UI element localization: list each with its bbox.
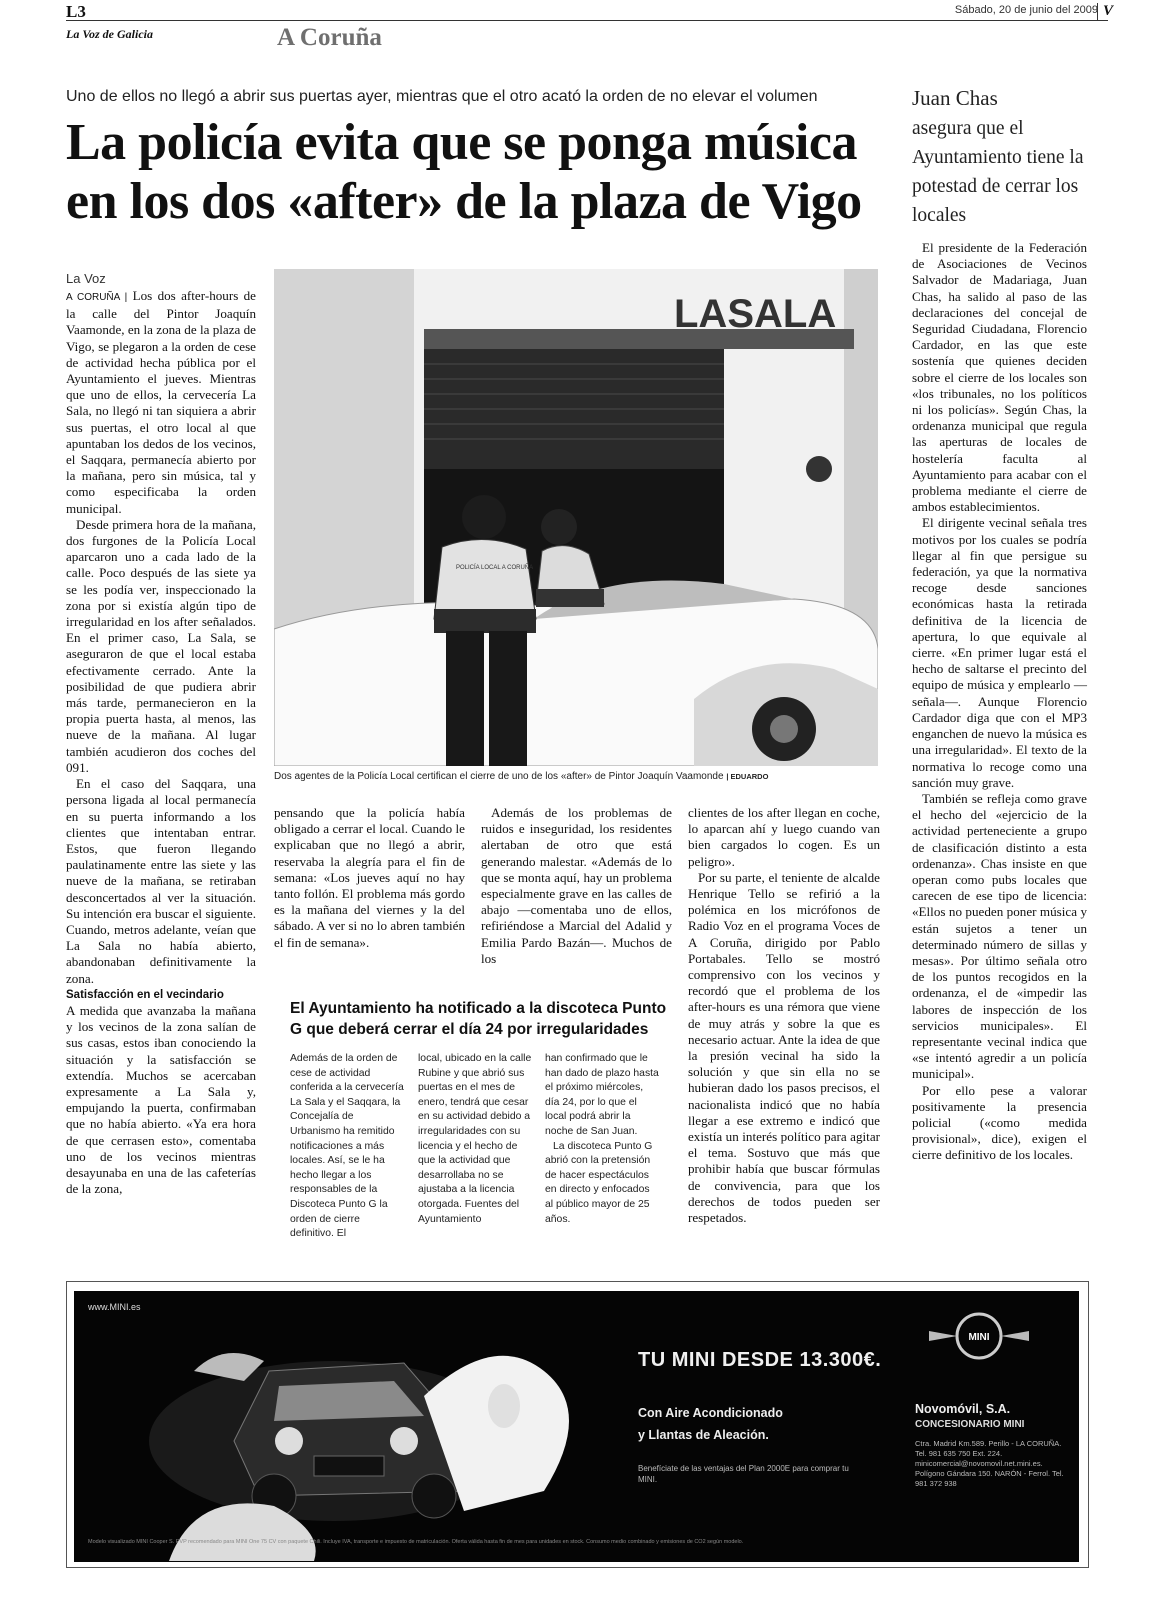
- article-column-1: [66, 288, 256, 1197]
- paragraph: Desde primera hora de la mañana, dos furgones de la Policía Local aparcaron uno a cada lado de la calle. Poco después de las siete ya se les podía ver, inspeccionado la zona por si existía algún tipo de irregularidad en los after señalados. En el primer caso, La Sala, se aseguraron de que el local estaba efectivamente cerrado. Ante la posibilidad de que pudiera abrir más tarde, permanecieron en la propia puerta hasta, al menos, las nueve de la mañana. Al lugar también acudieron dos coches del 091.: [66, 516, 256, 775]
- ad-url[interactable]: www.MINI.es: [88, 1302, 141, 1312]
- paragraph: También se refleja como grave el hecho del «ejercicio de la actividad perteneciente a grupo de clasificación distinto a esta ordenanza». Chas insiste en que operan como pubs locales que carecen de ese tipo de licencia: «Ellos no pueden poner música y están sujetos a tener un determinado número de sillas y mesas». Por último señala otro de los puntos recogidos en la ordenanza, el de «impedir las labores de inspección de los servicios municipales». El representante vecinal indica que «se intentó agredir a un policía municipal».: [912, 790, 1087, 1082]
- box-column-1: [290, 1052, 404, 1242]
- header-rule: [66, 20, 1108, 21]
- paragraph: El presidente de la Federación de Asociaciones de Vecinos Salvador de Madariaga, Juan Chas, ha salido al paso de las declaraciones del concejal de Seguridad Ciudadana, Florencio Cardador, en las que este sostenía que quienes deciden sobre el cierre de los locales son «los tribunales, no los políticos ni los policías». Según Chas, la ordenanza municipal que regula las aperturas de locales de hostelería faculta al Ayuntamiento para acabar con el problema mediante el cierre de ambos establecimientos.: [912, 240, 1087, 515]
- article-kicker: Uno de ellos no llegó a abrir sus puertas ayer, mientras que el otro acató la orden de no elevar el volumen: [66, 88, 818, 105]
- vest-text: POLICÍA LOCAL A CORUÑA: [456, 565, 534, 571]
- paragraph: En el caso del Saqqara, una persona ligada al local permanecía en su puerta informando a los clientes que intentaban entrar. Estos, que fueron llegando paulatinamente entre las siete y las nueve de la mañana, se retiraban desconcertados al ver la situación. Su intención era buscar el siguiente. Cuando, metros adelante, veían que La Sala no había abierto, abandonaban definitivamente la zona.: [66, 776, 256, 986]
- article-headline: La policía evita que se ponga música en los dos «after» de la plaza de Vigo: [66, 114, 862, 230]
- paragraph: A medida que avanzaba la mañana y los vecinos de la zona salían de sus casas, estos iban conociendo la situación y la satisfacción se extendía. Muchos se acercaban expresamente a La Sala y, empujando la puerta, confirmaban que no había abierto. «Ya era hora de que cerrasen esto», comentaba uno de los vecinos mientras desayunaba en una de las cafeterías de la zona,: [66, 1002, 256, 1197]
- paragraph: Además de la orden de cese de actividad conferida a la cervecería La Sala y el Saqqara, la Concejalía de Urbanismo ha remitido notificaciones a más locales. Así, se le ha hecho llegar a los responsables de la Discoteca Punto G la orden de cierre definitivo. El: [290, 1053, 404, 1240]
- paragraph: El dirigente vecinal señala tres motivos por los cuales se podría llegar al fin que persigue su federación, ya que la normativa recoge desde sanciones económicas hasta la retirada definitiva de la licencia de apertura, lo que equivale al cierre. «En primer lugar está el hecho de saltarse el precinto del equipo de música y emplearlo —señala—. Aunque Florencio Cardador diga que con el MP3 enganchen de nuevo la música es una irregularidad». El texto de la normativa lo recoge como una sanción muy grave.: [912, 515, 1087, 790]
- paragraph: han confirmado que le han dado de plazo hasta el próximo miércoles, día 24, por lo que el local podrá abrir la noche de San Juan.: [545, 1053, 659, 1137]
- paragraph: A CORUÑA | Los dos after-hours de la calle del Pintor Joaquín Vaamonde, en la zona de la plaza de Vigo, se plegaron a la orden de cese de actividad hecha pública por el Ayuntamiento el jueves. Mientras que uno de ellos, la cervecería La Sala, no llegó ni tan siquiera a abrir sus puertas, el otro local al que apuntaban los dedos de los vecinos, el Saqqara, permanecía abierto por la mañana, pero sin música, tal y como especificaba la orden municipal.: [66, 288, 256, 516]
- article-column-2: [274, 805, 465, 951]
- ad-dealer: Novomóvil, S.A.: [915, 1402, 1011, 1416]
- ad-legal-text: Modelo visualizado MINI Cooper S. PVP recomendado para MINI One 75 CV con paquete Chili. Incluye IVA, transporte e impuesto de matriculación. Oferta válida hasta fin de mes para unidades en stock. Consumo medio combinado y emisiones de CO2 según modelo.: [88, 1539, 744, 1545]
- photo-caption: Dos agentes de la Policía Local certifican el cierre de uno de los «after» de Pintor Joaquín Vaamonde | EDUARDO: [274, 771, 769, 782]
- section-title: A Coruña: [277, 24, 382, 51]
- paragraph: Por ello pese a valorar positivamente la presencia policial («como medida provisional», dice), exigen el cierre definitivo de los locales.: [912, 1082, 1087, 1163]
- mini-advertisement[interactable]: [74, 1291, 1079, 1562]
- ad-dealer-sub: CONCESIONARIO MINI: [915, 1419, 1025, 1430]
- paragraph: clientes de los after llegan en coche, lo aparcan ahí y luego cuando van bien cargados lo cogen. Es un peligro».: [688, 805, 880, 869]
- ad-price: TU MINI DESDE 13.300€.: [638, 1349, 882, 1371]
- edition-date: Sábado, 20 de junio del 2009: [954, 4, 1098, 16]
- news-photo: [274, 269, 878, 766]
- article-column-3: [481, 805, 672, 967]
- article-author: La Voz: [66, 271, 106, 286]
- newspaper-name: La Voz de Galicia: [66, 27, 153, 41]
- sidebar-headline-rest: asegura que el Ayuntamiento tiene la potestad de cerrar los locales: [912, 118, 1084, 226]
- paragraph: pensando que la policía había obligado a cerrar el local. Cuando le explicaban que no llegó a abrir, reservaba la alegría para el fin de semana: «Los jueves aquí no hay tanto follón. El problema más gordo es la mañana del viernes y la del sábado. A ver si no lo abren también el fin de semana».: [274, 805, 465, 950]
- box-headline: El Ayuntamiento ha notificado a la discoteca Punto G que deberá cerrar el día 24 por irregularidades: [290, 1000, 667, 1038]
- article-column-4: [688, 805, 880, 1226]
- article-subhead: Satisfacción en el vecindario: [66, 988, 224, 1001]
- paragraph: La discoteca Punto G abrió con la pretensión de hacer espectáculos en directo y enfocados al público mayor de 25 años.: [545, 1140, 653, 1225]
- paragraph: Por su parte, el teniente de alcalde Henrique Tello se refirió a la polémica en los micrófonos de Radio Voz en el programa Voces de A Coruña, dirigido por Pablo Portabales. Tello se mostró comprensivo con los vecinos y recordó que el problema de los after-hours es una rémora que viene de muy atrás y sobre la que es necesario actuar. Ante la idea de que la presión vecinal ha sido la solución y que sin ella no se hubieran dado los pasos precisos, el nacionalista indicó que no había llegar a ese extremo e indicó que existía un interés político para agitar el tema. Sostuvo que más que prohibir había que buscar fórmulas de convivencia, para que los derechos de todos pueden ser respetados.: [688, 869, 880, 1226]
- ad-feature-2: y Llantas de Aleación.: [638, 1428, 769, 1442]
- dateline-location: A CORUÑA |: [66, 292, 128, 303]
- paragraph: local, ubicado en la calle Rubine y que abrió sus puertas en el mes de enero, tendrá que cesar en su actividad debido a irregularidades con su licencia y el hecho de que la actividad que desarrollaba no se ajustaba a la licencia otorgada. Fuentes del Ayuntamiento: [418, 1053, 532, 1225]
- page-number: L3: [66, 2, 86, 21]
- photo-credit: | EDUARDO: [726, 772, 769, 781]
- lasala-sign: LASALA: [674, 292, 837, 336]
- ad-feature-1: Con Aire Acondicionado: [638, 1406, 783, 1420]
- box-column-3: [545, 1052, 659, 1227]
- mini-logo: MINI: [968, 1332, 990, 1343]
- newspaper-logo: V: [1097, 3, 1113, 20]
- box-column-2: [418, 1052, 532, 1227]
- ad-address: Ctra. Madrid Km.589. Perillo - LA CORUÑA. Tel. 981 635 750 Ext. 224. minicomercial@novomovil.net.mini.es. Polígono Gándara 150. NARÓN - Ferrol. Tel. 981 372 938: [915, 1439, 1064, 1488]
- ad-plan-note: Benefíciate de las ventajas del Plan 2000E para comprar tu MINI.: [638, 1464, 849, 1484]
- paragraph: Además de los problemas de ruidos e inseguridad, los residentes alertaban de otro que está generando malestar. «Además de lo que se monta aquí, hay un problema especialmente grave en las calles de abajo —comentaba uno de ellos, refiriéndose a Marcial del Adalid y Emilia Pardo Bazán—. Muchos de los: [481, 805, 672, 966]
- sidebar-column: [912, 240, 1087, 1164]
- sidebar-headline-name: Juan Chas: [912, 86, 998, 110]
- sidebar-headline: [912, 84, 1102, 230]
- police-photo-illustration: [274, 269, 878, 766]
